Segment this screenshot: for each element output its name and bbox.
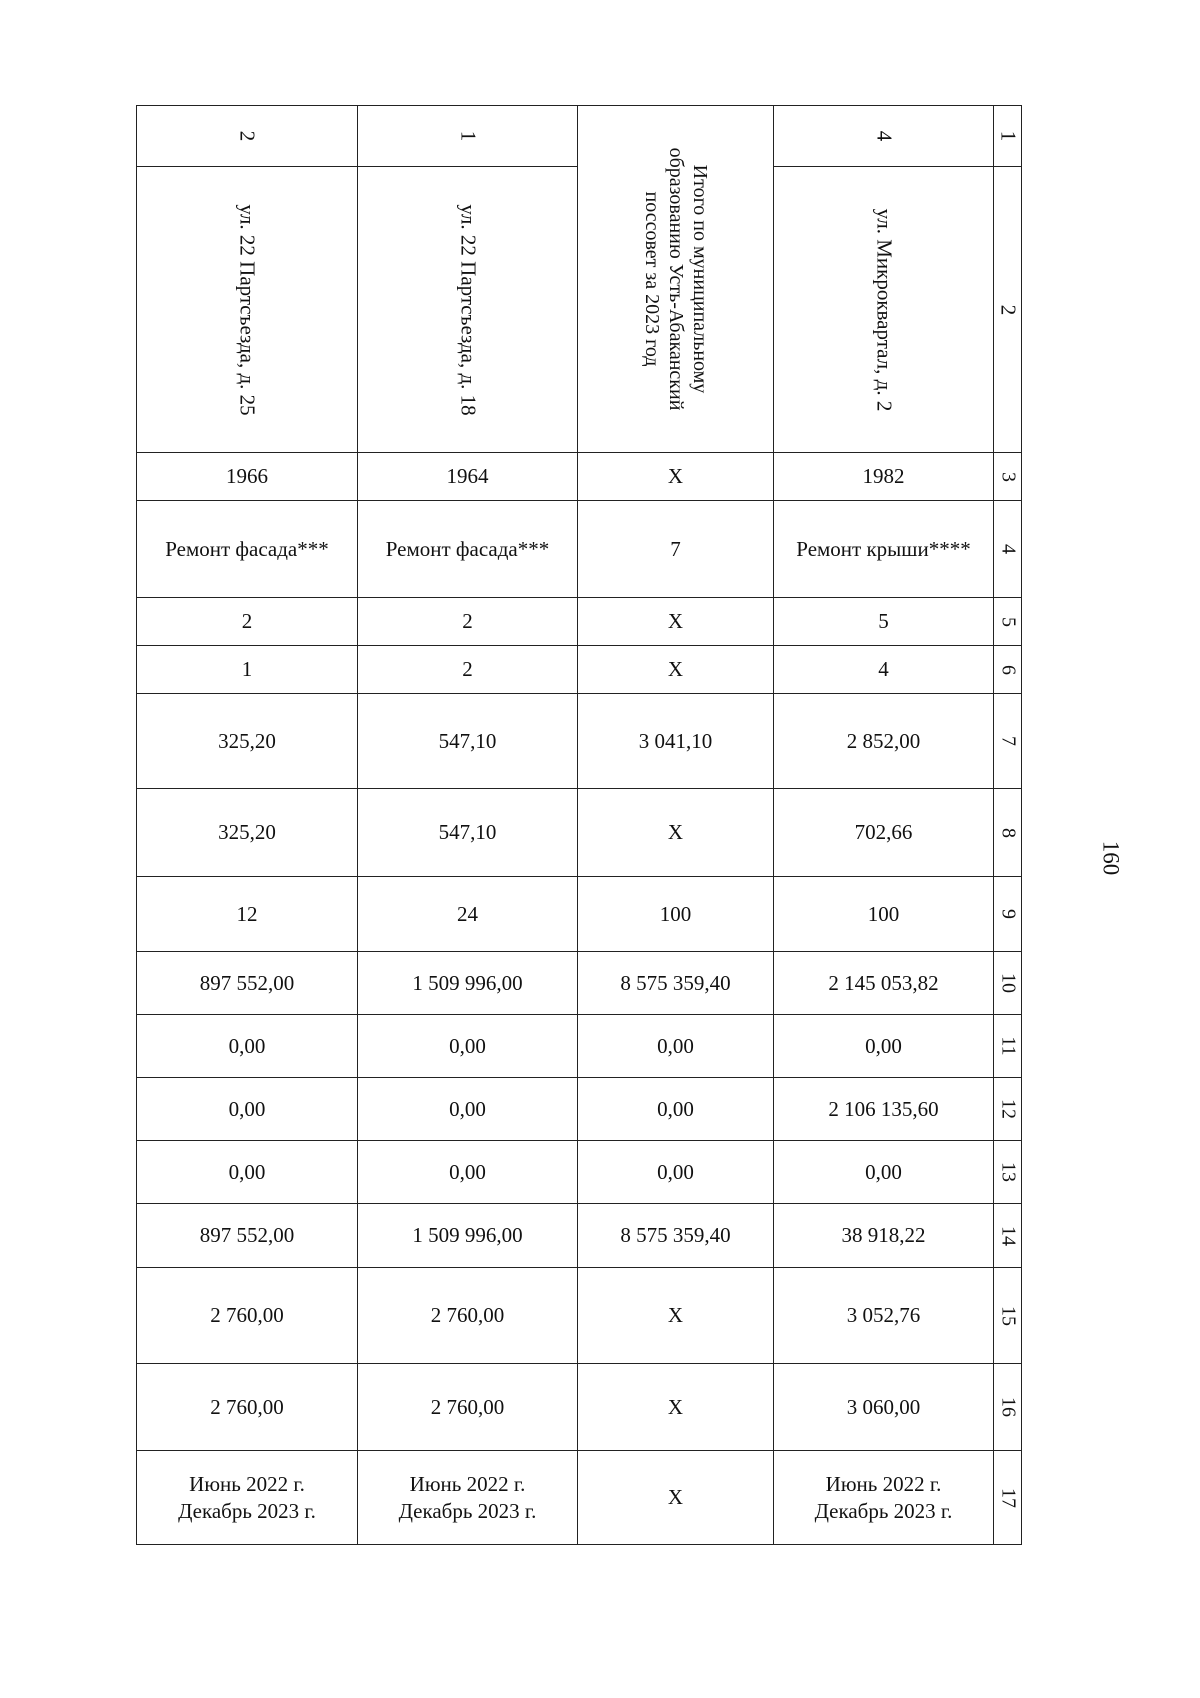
column-number-cell bbox=[994, 106, 1022, 453]
column-number-cell: 4 bbox=[994, 501, 1022, 598]
column-number-cell: 8 bbox=[994, 789, 1022, 877]
register-table bbox=[136, 105, 1022, 1545]
table-cell: 2 bbox=[137, 598, 358, 646]
table-cell: 0,00 bbox=[578, 1015, 774, 1078]
table-row bbox=[137, 789, 1022, 877]
total-label-line: Итого по муниципальному bbox=[688, 164, 711, 394]
table-cell: 325,20 bbox=[137, 789, 358, 877]
work-type-cell: Ремонт крыши**** bbox=[774, 501, 994, 598]
table-cell: 702,66 bbox=[774, 789, 994, 877]
table-cell: Х bbox=[578, 1364, 774, 1451]
table-cell: 12 bbox=[137, 877, 358, 952]
schedule-cell bbox=[358, 1451, 578, 1545]
table-row bbox=[137, 1268, 1022, 1364]
table-cell: 1 509 996,00 bbox=[358, 952, 578, 1015]
column-number: 2 bbox=[996, 304, 1021, 315]
schedule-end: Декабрь 2023 г. bbox=[814, 1498, 953, 1523]
column-number: 1 bbox=[996, 130, 1021, 142]
total-label-line: образованию Усть-Абаканский bbox=[664, 147, 687, 411]
table-row bbox=[137, 646, 1022, 694]
table-row bbox=[137, 1141, 1022, 1204]
table-row bbox=[137, 952, 1022, 1015]
table-cell: 2 bbox=[358, 646, 578, 694]
table-cell: Х bbox=[578, 789, 774, 877]
column-number-cell: 3 bbox=[994, 453, 1022, 501]
table-cell: 0,00 bbox=[358, 1015, 578, 1078]
year-cell: 1966 bbox=[137, 453, 358, 501]
table-cell: 8 575 359,40 bbox=[578, 1204, 774, 1268]
column-number-cell: 16 bbox=[994, 1364, 1022, 1451]
table-cell: 2 760,00 bbox=[358, 1364, 578, 1451]
total-label-line: поссовет за 2023 год bbox=[640, 191, 663, 367]
column-number-cell: 14 bbox=[994, 1204, 1022, 1268]
year-cell: 1964 bbox=[358, 453, 578, 501]
column-number-cell: 6 bbox=[994, 646, 1022, 694]
schedule-start: Июнь 2022 г. bbox=[409, 1472, 526, 1497]
schedule-end: Декабрь 2023 г. bbox=[398, 1498, 537, 1523]
table-cell: 3 041,10 bbox=[578, 694, 774, 789]
table-cell: 100 bbox=[578, 877, 774, 952]
schedule-start: Июнь 2022 г. bbox=[825, 1472, 942, 1497]
address: ул. Микроквартал, д. 2 bbox=[872, 208, 897, 411]
table-row bbox=[137, 501, 1022, 598]
table-cell: 0,00 bbox=[137, 1015, 358, 1078]
table-row bbox=[137, 1364, 1022, 1451]
total-label-cell bbox=[578, 106, 774, 453]
schedule-end: Декабрь 2023 г. bbox=[178, 1498, 316, 1523]
row-number: 4 bbox=[872, 130, 897, 142]
table-cell: 0,00 bbox=[137, 1078, 358, 1141]
work-type-cell: 7 bbox=[578, 501, 774, 598]
schedule-cell bbox=[137, 1451, 358, 1545]
table-cell: 547,10 bbox=[358, 789, 578, 877]
schedule-cell: Х bbox=[578, 1451, 774, 1545]
column-number-cell: 11 bbox=[994, 1015, 1022, 1078]
table-cell: Х bbox=[578, 1268, 774, 1364]
table-cell: Х bbox=[578, 646, 774, 694]
table-cell: 2 106 135,60 bbox=[774, 1078, 994, 1141]
column-number-cell: 15 bbox=[994, 1268, 1022, 1364]
table-row bbox=[137, 1204, 1022, 1268]
table-cell: 2 760,00 bbox=[137, 1268, 358, 1364]
table-row bbox=[137, 453, 1022, 501]
table-cell: 3 060,00 bbox=[774, 1364, 994, 1451]
table-cell: 100 bbox=[774, 877, 994, 952]
column-number-cell: 12 bbox=[994, 1078, 1022, 1141]
table-cell: 1 509 996,00 bbox=[358, 1204, 578, 1268]
table-cell: 0,00 bbox=[358, 1078, 578, 1141]
table-cell: 2 760,00 bbox=[137, 1364, 358, 1451]
work-type-cell: Ремонт фасада*** bbox=[358, 501, 578, 598]
table-cell: 2 bbox=[358, 598, 578, 646]
address-cell bbox=[358, 106, 578, 453]
column-number-cell: 7 bbox=[994, 694, 1022, 789]
column-number-cell: 5 bbox=[994, 598, 1022, 646]
row-number: 2 bbox=[235, 130, 260, 142]
year-cell: Х bbox=[578, 453, 774, 501]
column-number-cell: 17 bbox=[994, 1451, 1022, 1545]
table-cell: 38 918,22 bbox=[774, 1204, 994, 1268]
table-row bbox=[137, 1078, 1022, 1141]
schedule-start: Июнь 2022 г. bbox=[189, 1472, 305, 1497]
table-cell: 547,10 bbox=[358, 694, 578, 789]
table-cell: 2 760,00 bbox=[358, 1268, 578, 1364]
table-row bbox=[137, 694, 1022, 789]
table-cell: 4 bbox=[774, 646, 994, 694]
table-cell: 1 bbox=[137, 646, 358, 694]
table-cell: 0,00 bbox=[137, 1141, 358, 1204]
schedule-cell bbox=[774, 1451, 994, 1545]
table-row bbox=[137, 1015, 1022, 1078]
table-cell: 325,20 bbox=[137, 694, 358, 789]
address-cell bbox=[774, 106, 994, 453]
table-cell: 2 852,00 bbox=[774, 694, 994, 789]
table-cell: 0,00 bbox=[774, 1141, 994, 1204]
page-number: 160 bbox=[1098, 840, 1124, 876]
table-row bbox=[137, 877, 1022, 952]
table-row bbox=[137, 1451, 1022, 1545]
table-cell: 8 575 359,40 bbox=[578, 952, 774, 1015]
table-cell: 897 552,00 bbox=[137, 1204, 358, 1268]
table-row bbox=[137, 106, 1022, 453]
row-number: 1 bbox=[456, 130, 481, 142]
address: ул. 22 Партсъезда, д. 18 bbox=[456, 203, 481, 416]
column-number-cell: 10 bbox=[994, 952, 1022, 1015]
table-cell: 5 bbox=[774, 598, 994, 646]
work-type-cell: Ремонт фасада*** bbox=[137, 501, 358, 598]
table-cell: 0,00 bbox=[578, 1078, 774, 1141]
table-cell: 0,00 bbox=[578, 1141, 774, 1204]
address-cell bbox=[137, 106, 358, 453]
table-cell: 0,00 bbox=[774, 1015, 994, 1078]
table-cell: 24 bbox=[358, 877, 578, 952]
table-cell: Х bbox=[578, 598, 774, 646]
column-number-cell: 9 bbox=[994, 877, 1022, 952]
table-cell: 3 052,76 bbox=[774, 1268, 994, 1364]
table-row bbox=[137, 598, 1022, 646]
column-number-cell: 13 bbox=[994, 1141, 1022, 1204]
table-cell: 0,00 bbox=[358, 1141, 578, 1204]
year-cell: 1982 bbox=[774, 453, 994, 501]
address: ул. 22 Партсъезда, д. 25 bbox=[235, 203, 260, 416]
table-cell: 2 145 053,82 bbox=[774, 952, 994, 1015]
table-cell: 897 552,00 bbox=[137, 952, 358, 1015]
